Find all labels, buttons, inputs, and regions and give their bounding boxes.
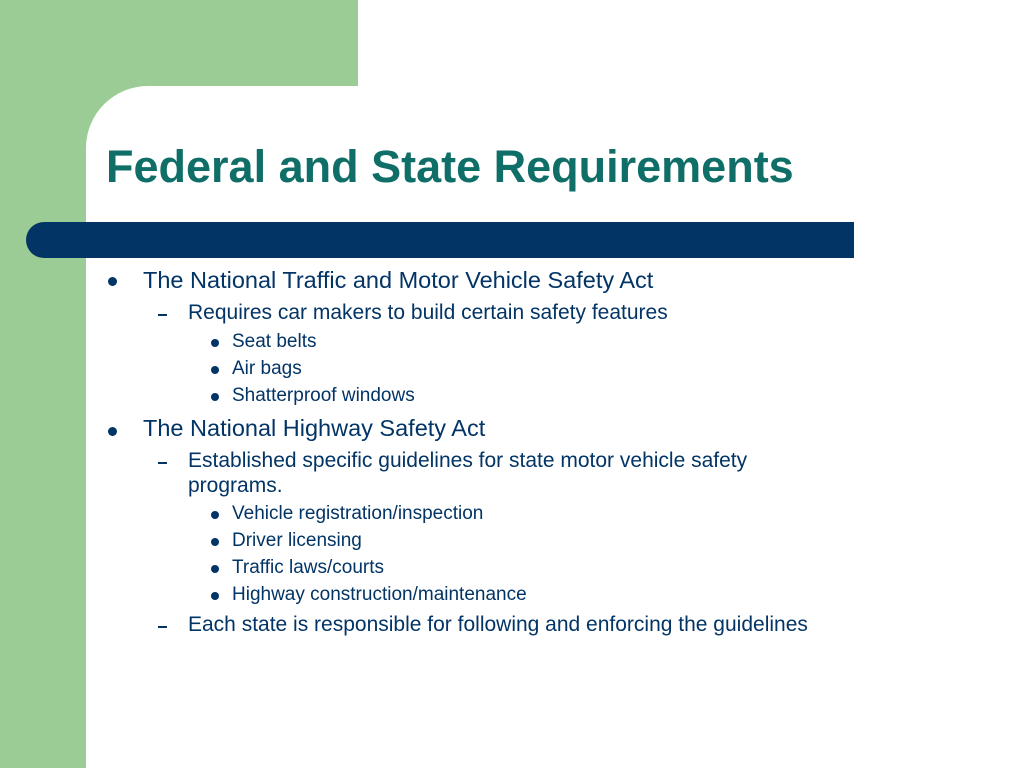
list-item: Traffic laws/courts	[232, 557, 385, 578]
list-item: Vehicle registration/inspection	[232, 503, 484, 524]
dash-icon	[158, 314, 167, 316]
slide-title: Federal and State Requirements	[106, 141, 794, 192]
bullet-icon	[211, 393, 219, 401]
dash-icon	[158, 626, 167, 628]
bullet-icon	[211, 366, 219, 374]
bullet-icon	[211, 592, 219, 600]
title-underline-bar	[26, 222, 854, 258]
bullet-icon	[211, 565, 219, 573]
subitem-text-continued: programs.	[188, 474, 283, 497]
bullet-icon	[211, 511, 219, 519]
list-item: Seat belts	[232, 331, 317, 352]
list-item: Driver licensing	[232, 530, 362, 551]
bullet-icon	[108, 427, 117, 436]
list-item: Shatterproof windows	[232, 385, 415, 406]
subitem-text: Requires car makers to build certain safety features	[188, 301, 668, 324]
section-heading: The National Highway Safety Act	[143, 415, 486, 441]
bullet-icon	[211, 538, 219, 546]
list-item: Air bags	[232, 358, 302, 379]
dash-icon	[158, 462, 167, 464]
section-heading: The National Traffic and Motor Vehicle Safety Act	[143, 267, 654, 293]
subitem-text: Each state is responsible for following and enforcing the guidelines	[188, 613, 808, 636]
bullet-icon	[108, 277, 117, 286]
bullet-icon	[211, 339, 219, 347]
list-item: Highway construction/maintenance	[232, 584, 527, 605]
subitem-text: Established specific guidelines for state motor vehicle safety	[188, 449, 748, 472]
